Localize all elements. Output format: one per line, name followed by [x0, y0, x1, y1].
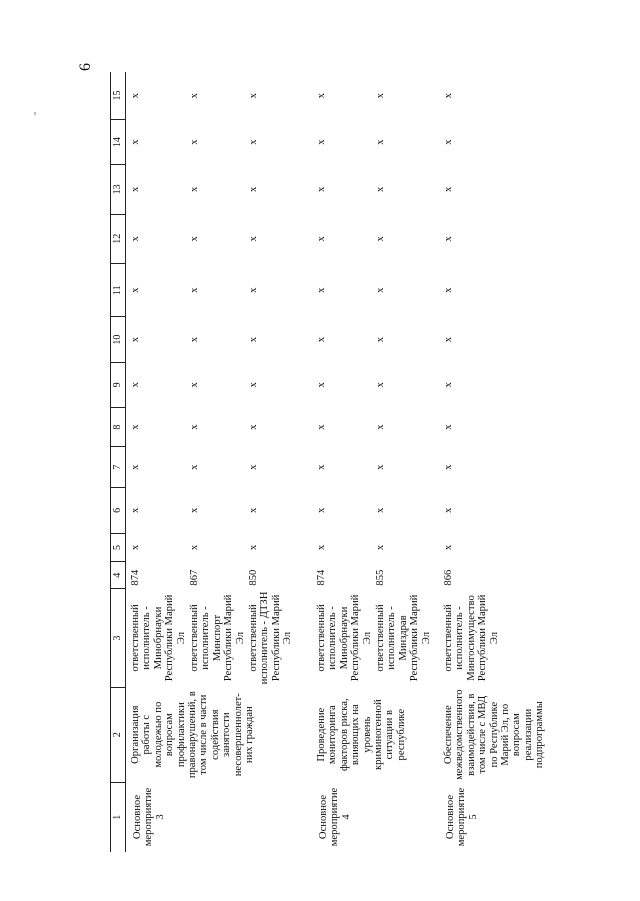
cross-mark: х: [189, 544, 200, 551]
executor-cell: [312, 589, 439, 688]
cross-mark: х: [130, 544, 141, 551]
value-cell-col-14: [126, 119, 313, 164]
cross-mark: х: [189, 186, 200, 193]
value-cell-col-12: [312, 214, 439, 263]
activity-name: Основное мероприятие 4: [318, 787, 352, 847]
value-cell-col-10: [126, 317, 313, 362]
value-cell-col-9: [312, 362, 439, 407]
cross-mark: х: [375, 544, 386, 551]
executor-text: ответственный исполнитель - Минобрнауки Республики Марий Эл: [130, 594, 187, 682]
column-header-5: 5: [111, 533, 126, 562]
cross-mark: х: [443, 382, 454, 388]
code-value: 867: [189, 569, 200, 586]
table-row: [439, 72, 552, 852]
code-value: 874: [316, 569, 327, 586]
cross-mark: х: [443, 139, 454, 145]
value-cell-col-15: [126, 72, 313, 119]
cross-mark: х: [189, 139, 200, 145]
value-cell-col-6: [439, 488, 552, 533]
cross-mark: х: [375, 507, 386, 514]
value-cell-col-10: [312, 317, 439, 362]
table-row: [312, 72, 439, 852]
cross-mark: х: [443, 424, 454, 430]
cross-mark: х: [189, 236, 200, 242]
cross-mark: х: [316, 544, 327, 551]
column-header-8: 8: [111, 408, 126, 447]
table-body: [126, 72, 552, 852]
cross-mark: х: [375, 382, 386, 388]
executor-text: ответственный исполнитель - Минобрнауки Республики Марий Эл: [316, 594, 373, 682]
column-header-14: 14: [111, 119, 126, 164]
cross-mark: х: [443, 544, 454, 551]
cross-mark: х: [316, 139, 327, 145]
column-header-15: 15: [111, 72, 126, 119]
cross-mark: х: [248, 464, 259, 470]
cross-mark: х: [248, 287, 259, 293]
cross-mark: х: [375, 336, 386, 343]
cross-mark: х: [189, 507, 200, 514]
column-header-7: 7: [111, 447, 126, 488]
value-cell-col-14: [439, 119, 552, 164]
cross-mark: х: [189, 464, 200, 470]
value-cell-col-8: [439, 408, 552, 447]
cross-mark: х: [130, 287, 141, 293]
value-cell-col-13: [312, 165, 439, 214]
column-header-1: 1: [111, 782, 126, 852]
cross-mark: х: [316, 236, 327, 242]
cross-mark: х: [375, 186, 386, 193]
cross-mark: х: [375, 236, 386, 242]
code-value: 866: [443, 569, 454, 586]
value-cell-col-7: [439, 447, 552, 488]
cross-mark: х: [316, 336, 327, 343]
code-cell: [126, 562, 313, 589]
cross-mark: х: [248, 336, 259, 343]
value-cell-col-11: [312, 263, 439, 317]
value-cell-col-14: [312, 119, 439, 164]
value-cell-col-6: [126, 488, 313, 533]
cross-mark: х: [248, 236, 259, 242]
activity-description: Проведение мониторинга факторов риска, влияющих на уровень криминогенной ситуации в республике: [316, 698, 407, 772]
cross-mark: х: [375, 139, 386, 145]
cross-mark: х: [130, 464, 141, 470]
cross-mark: х: [130, 93, 141, 99]
cross-mark: х: [375, 287, 386, 293]
code-cell: [312, 562, 439, 589]
cross-mark: х: [316, 464, 327, 470]
activity-description: Обеспечение межведомственного взаимодействия, в том числе с МВД по Республике Марий Эл, по вопросам реализации подпрограммы: [443, 689, 546, 780]
column-header-9: 9: [111, 362, 126, 407]
value-cell-col-11: [439, 263, 552, 317]
cross-mark: х: [130, 236, 141, 242]
cross-mark: х: [248, 544, 259, 551]
executor-text: ответственный исполнитель - Минспорт Республики Марий Эл: [189, 594, 246, 682]
cross-mark: х: [316, 93, 327, 99]
value-cell-col-8: [312, 408, 439, 447]
cross-mark: х: [316, 287, 327, 293]
cross-mark: х: [375, 464, 386, 470]
value-cell-col-12: [439, 214, 552, 263]
code-value: 874: [130, 569, 141, 586]
column-header-11: 11: [111, 263, 126, 317]
column-header-4: 4: [111, 562, 126, 589]
cross-mark: х: [248, 139, 259, 145]
executor-text: ответственный исполнитель - Мингосимущество Республики Марий Эл: [443, 594, 500, 682]
executor-text: ответственный исполнитель - ДТЗН Республики Марий Эл: [248, 591, 294, 685]
executor-cell: [439, 589, 552, 688]
code-value: 850: [248, 569, 259, 586]
value-cell-col-5: [312, 533, 439, 562]
value-cell-col-11: [126, 263, 313, 317]
cross-mark: х: [443, 236, 454, 242]
executor-text: ответственный исполнитель - Минздрав Республики Марий Эл: [375, 594, 432, 682]
value-cell-col-15: [312, 72, 439, 119]
value-cell-col-13: [439, 165, 552, 214]
value-cell-col-15: [439, 72, 552, 119]
document-sheet: [110, 72, 546, 852]
activity-name: Основное мероприятие 5: [445, 787, 479, 847]
value-cell-col-13: [126, 165, 313, 214]
scan-speck: [34, 112, 36, 115]
cross-mark: х: [316, 507, 327, 514]
table-row: [126, 72, 313, 852]
cross-mark: х: [248, 93, 259, 99]
column-header-6: 6: [111, 488, 126, 533]
cross-mark: х: [316, 382, 327, 388]
cross-mark: х: [316, 424, 327, 430]
value-cell-col-8: [126, 408, 313, 447]
cross-mark: х: [443, 93, 454, 99]
cross-mark: х: [130, 336, 141, 343]
cross-mark: х: [316, 186, 327, 193]
cross-mark: х: [130, 186, 141, 193]
cross-mark: х: [248, 382, 259, 388]
column-header-13: 13: [111, 165, 126, 214]
executor-cell: [126, 589, 313, 688]
cross-mark: х: [443, 507, 454, 514]
code-cell: [439, 562, 552, 589]
code-value: 855: [375, 569, 386, 586]
cross-mark: х: [248, 186, 259, 193]
value-cell-col-7: [126, 447, 313, 488]
value-cell-col-9: [439, 362, 552, 407]
cross-mark: х: [189, 93, 200, 99]
cross-mark: х: [130, 424, 141, 430]
value-cell-col-5: [439, 533, 552, 562]
page-number: 6: [77, 63, 94, 71]
cross-mark: х: [189, 287, 200, 293]
cross-mark: х: [189, 382, 200, 388]
cross-mark: х: [443, 287, 454, 293]
value-cell-col-7: [312, 447, 439, 488]
value-cell-col-5: [126, 533, 313, 562]
cross-mark: х: [130, 507, 141, 514]
activity-description: Организация работы с молодежью по вопросам профилактики правонарушений, в том числе в части содействия занятости несовершеннолет-них граждан: [130, 691, 256, 779]
column-header-2: 2: [111, 687, 126, 782]
value-cell-col-9: [126, 362, 313, 407]
cross-mark: х: [248, 507, 259, 514]
cross-mark: х: [443, 186, 454, 193]
value-cell-col-12: [126, 214, 313, 263]
cross-mark: х: [443, 336, 454, 343]
cross-mark: х: [443, 464, 454, 470]
cross-mark: х: [375, 424, 386, 430]
value-cell-col-10: [439, 317, 552, 362]
cross-mark: х: [189, 424, 200, 430]
header-row: [111, 72, 126, 852]
cross-mark: х: [189, 336, 200, 343]
column-header-10: 10: [111, 317, 126, 362]
column-header-3: 3: [111, 589, 126, 688]
column-header-12: 12: [111, 214, 126, 263]
activity-name: Основное мероприятие 3: [132, 787, 166, 847]
program-table: [110, 72, 552, 852]
value-cell-col-6: [312, 488, 439, 533]
cross-mark: х: [375, 93, 386, 99]
cross-mark: х: [130, 382, 141, 388]
cross-mark: х: [130, 139, 141, 145]
cross-mark: х: [248, 424, 259, 430]
